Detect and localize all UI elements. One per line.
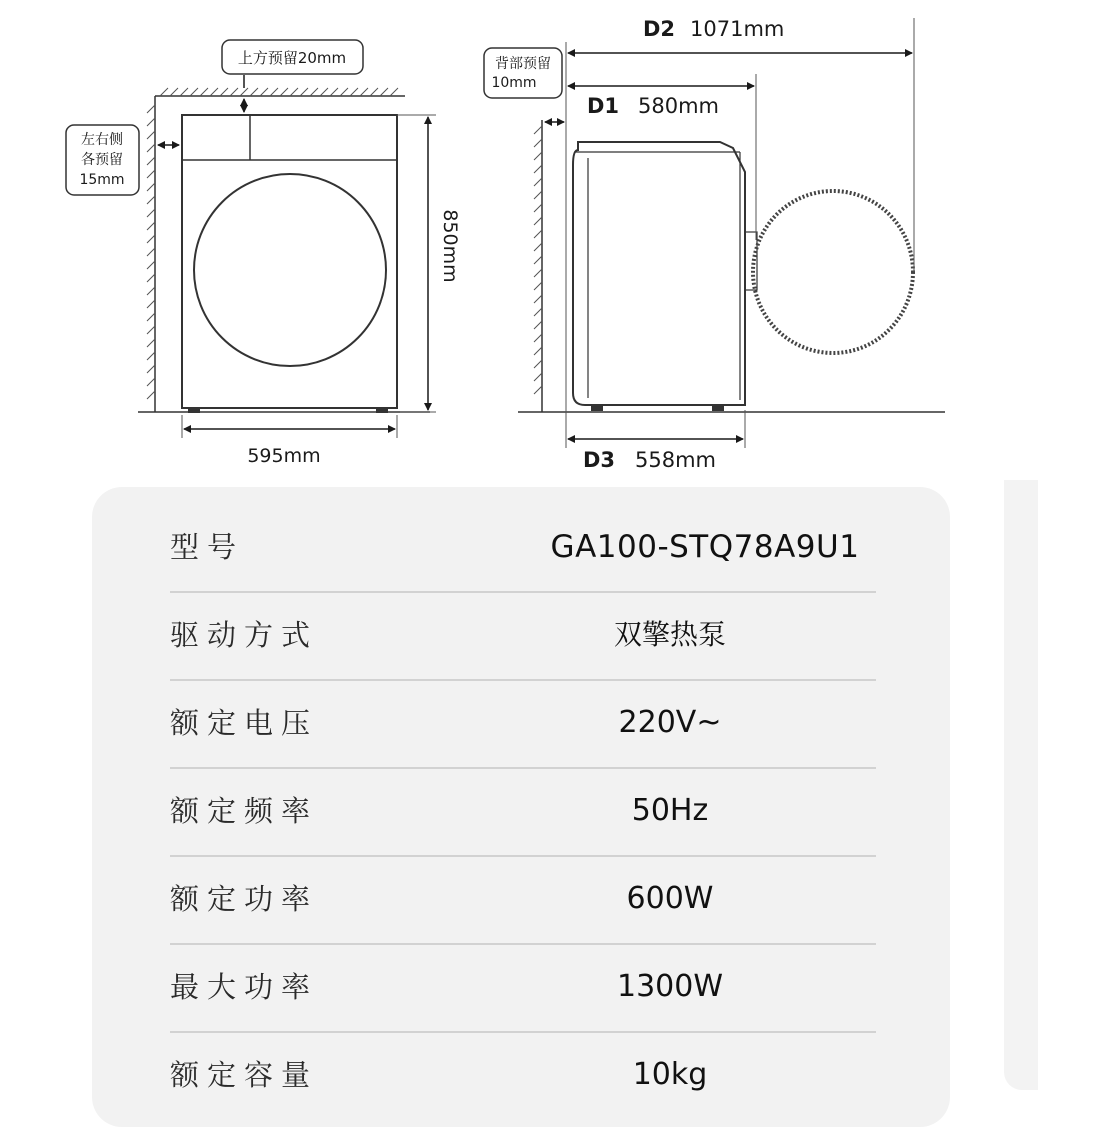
- height-dimension-label: 850mm: [439, 209, 461, 283]
- side-view: [518, 18, 945, 448]
- width-dimension-label: 595mm: [247, 445, 321, 467]
- open-door-dashed: [753, 191, 913, 353]
- spec-value: 600W: [626, 881, 714, 916]
- spec-value: 双擎热泵: [613, 618, 726, 651]
- spec-value: 220V~: [618, 705, 722, 740]
- spec-row-frequency: [170, 767, 876, 857]
- side-strip-decoration: [1004, 480, 1038, 1090]
- spec-row-model: [170, 503, 876, 593]
- dimension-diagram: [0, 0, 1100, 480]
- spec-label: 额定容量: [170, 1058, 319, 1092]
- spec-label: 驱动方式: [170, 618, 319, 652]
- d3-value: 558mm: [635, 448, 716, 472]
- top-clearance-text: 上方预留20mm: [237, 49, 347, 67]
- spec-value: GA100-STQ78A9U1: [550, 529, 860, 565]
- back-wall-hatch: [534, 120, 542, 412]
- spec-label: 最大功率: [170, 970, 319, 1004]
- side-clearance-callout: [66, 125, 139, 195]
- spec-label: 额定频率: [170, 794, 319, 828]
- side-clearance-line-3: 15mm: [79, 172, 125, 188]
- ceiling-hatch: [155, 88, 405, 96]
- door-circle: [194, 174, 386, 366]
- spec-row-max-power: [170, 943, 876, 1033]
- side-foot-front: [712, 405, 724, 411]
- left-wall-hatch: [147, 96, 155, 412]
- spec-value: 1300W: [616, 969, 723, 1004]
- spec-label: 额定电压: [170, 706, 319, 740]
- spec-row-drive: [170, 591, 876, 681]
- d2-label: D2: [643, 17, 676, 41]
- left-foot: [188, 408, 200, 413]
- back-clearance-line-1: 背部预留: [495, 56, 551, 72]
- d1-value: 580mm: [638, 94, 719, 118]
- top-clearance-callout: [222, 40, 363, 74]
- right-foot: [376, 408, 388, 413]
- spec-label: 型号: [170, 530, 245, 564]
- washer-side-body: [573, 142, 745, 405]
- spec-row-voltage: [170, 679, 876, 769]
- d3-label: D3: [583, 448, 616, 472]
- d2-value: 1071mm: [690, 17, 785, 41]
- spec-value: 50Hz: [631, 793, 709, 828]
- washer-front-body: [182, 115, 397, 408]
- back-clearance-callout: [484, 48, 562, 98]
- front-view: [138, 75, 436, 438]
- spec-row-rated-power: [170, 855, 876, 945]
- back-clearance-line-2: 10mm: [491, 75, 537, 91]
- side-clearance-line-2: 各预留: [81, 152, 123, 168]
- spec-label: 额定功率: [170, 882, 319, 916]
- spec-row-capacity: [170, 1031, 876, 1119]
- spec-value: 10kg: [632, 1057, 708, 1092]
- side-foot-back: [591, 405, 603, 411]
- side-clearance-line-1: 左右侧: [81, 132, 123, 148]
- d1-label: D1: [587, 94, 620, 118]
